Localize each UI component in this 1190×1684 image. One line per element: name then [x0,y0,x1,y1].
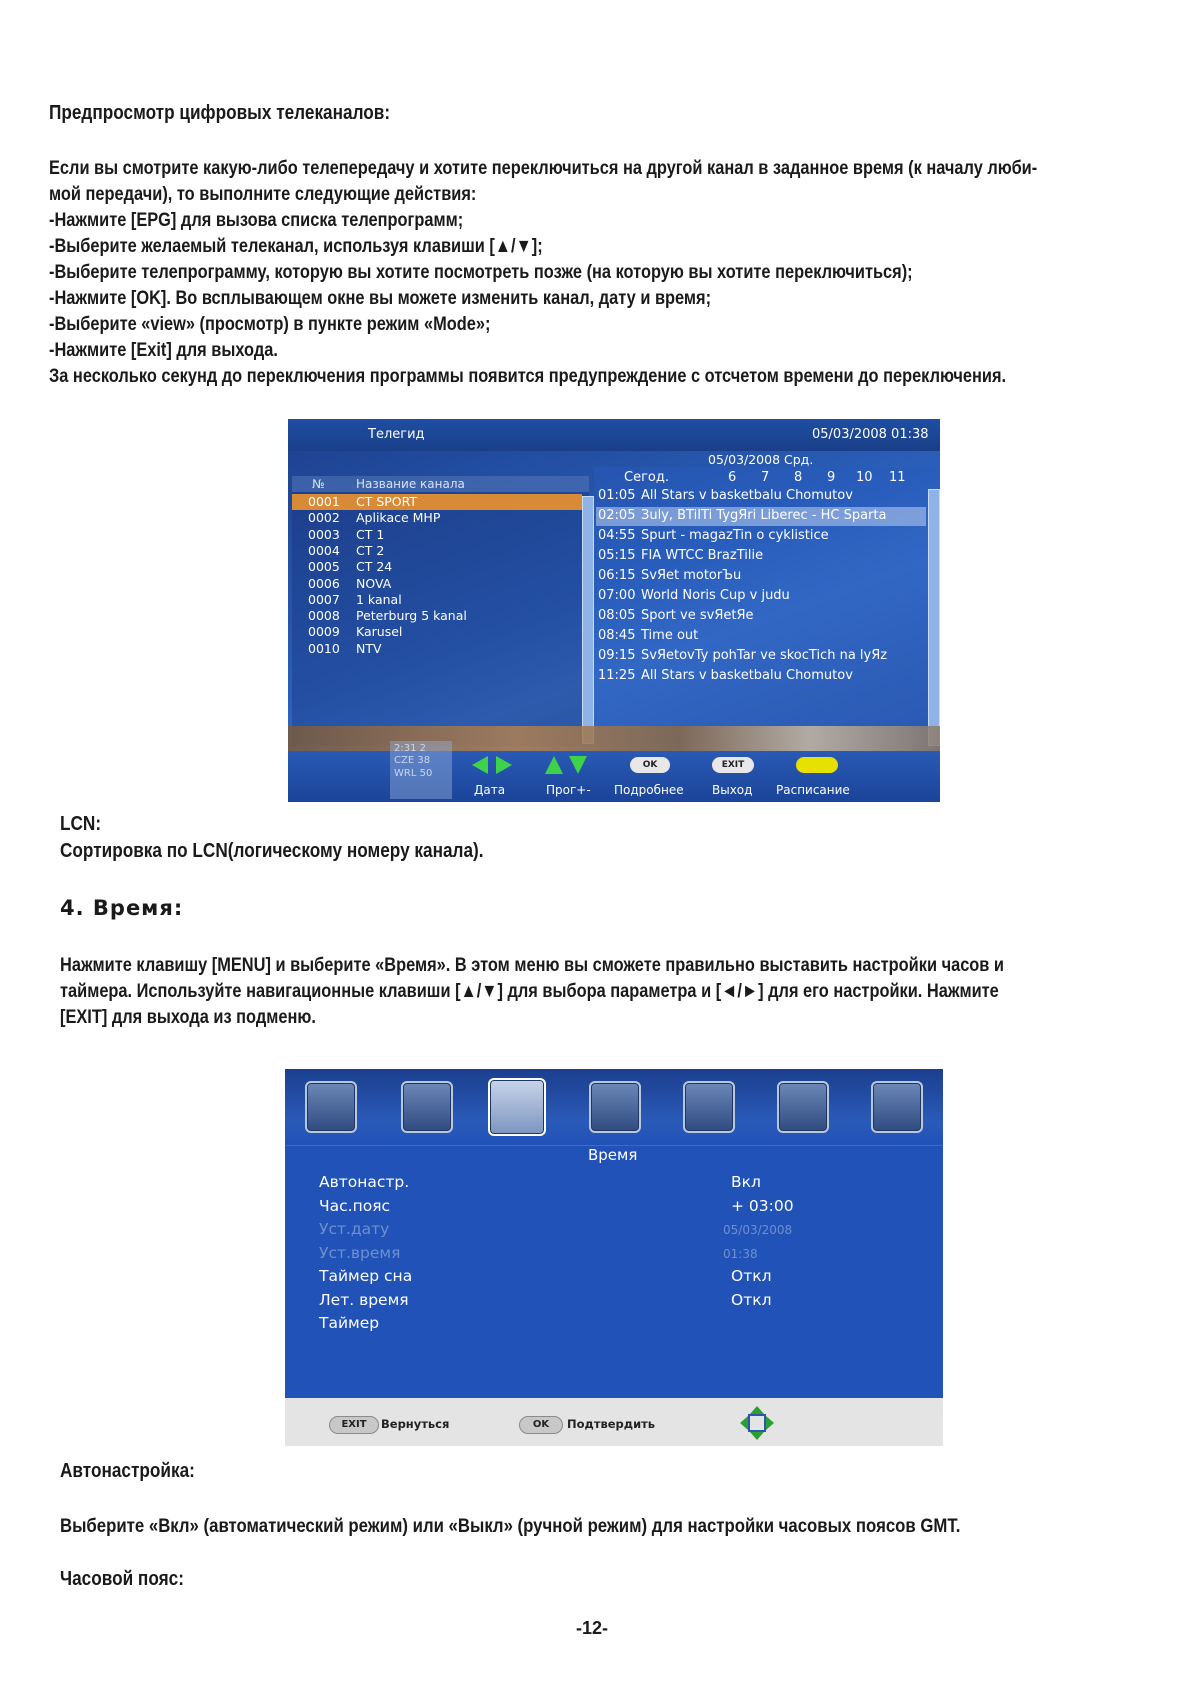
day-tab[interactable]: 10 [856,470,873,485]
score-line: 2:31 2 [394,743,426,754]
intro-paragraph [49,155,1037,389]
program-title: Зuly, BTiITi TygЯri Liberec - HC Sparta [641,508,887,523]
channel-number: 0001 [308,494,340,509]
time-setting-row [285,1244,943,1266]
program-row[interactable] [596,567,926,586]
hint-date-label: Дата [474,783,506,797]
lcn-text: Сортировка по LCN(логическому номеру канала). [60,840,484,862]
time-setting-row[interactable] [285,1267,943,1289]
epg-clock: 05/03/2008 01:38 [812,427,929,442]
section-heading-time: 4. Время: [60,896,184,920]
channel-row[interactable] [292,494,582,510]
program-row[interactable] [596,647,926,666]
time-setting-row[interactable] [285,1197,943,1219]
program-row[interactable] [596,527,926,546]
program-scrollbar[interactable] [928,489,940,746]
clock-menu-icon[interactable] [488,1078,546,1136]
hint-exit-label: Выход [712,783,753,797]
text-line: За несколько секунд до переключения программы появится предупреждение с отсчетом времени до переключения. [49,365,1007,387]
footer-confirm-label: Подтвердить [567,1417,656,1431]
program-time: 04:55 [598,528,636,543]
setting-value: Откл [731,1290,772,1309]
yellow-button[interactable] [796,757,838,773]
setting-label: Час.пояс [319,1196,391,1215]
program-row[interactable] [596,627,926,646]
autotune-text: Выберите «Вкл» (автоматический режим) или «Выкл» (ручной режим) для настройки часовых поясов GMT. [60,1515,961,1537]
setting-label: Уст.дату [319,1220,390,1238]
program-title: SvЯetovTy pohTar ve skocTich na lyЯz [641,648,888,663]
channel-name: Aplikace MHP [356,510,441,526]
program-time: 06:15 [598,568,636,583]
channel-row[interactable] [292,559,582,575]
section-heading-epg-preview: Предпросмотр цифровых телеканалов: [49,102,391,124]
time-menu-title: Время [588,1146,638,1164]
channel-row[interactable] [292,608,582,624]
setting-label: Уст.время [319,1243,401,1262]
text-line: [EXIT] для выхода из подменю. [60,1006,316,1028]
channel-number: 0003 [308,526,340,542]
channel-number: 0010 [308,640,340,656]
text-line: -Выберите желаемый телеканал, используя клавиши [▲/▼]; [49,235,543,257]
epg-day-tabs [618,470,940,486]
program-time: 08:45 [598,628,636,643]
program-title: All Stars v basketbalu Chomutov [641,668,853,683]
navigation-arrows-icon [739,1405,775,1441]
col-name-label: Название канала [356,477,465,491]
channel-row[interactable] [292,592,582,608]
program-row[interactable] [596,487,926,506]
text-line: Если вы смотрите какую-либо телепередачу и хотите переключиться на другой канал в заданное время (к началу люби- [49,157,1038,179]
menu-icons [285,1069,943,1144]
channel-scrollbar[interactable] [582,496,594,744]
program-row[interactable] [596,547,926,566]
channel-name: 1 kanal [356,591,402,607]
channel-row[interactable] [292,624,582,640]
lcn-heading: LCN: [60,813,102,835]
setting-label: Лет. время [319,1290,409,1309]
day-tab[interactable]: 7 [761,470,770,485]
channel-name: NTV [356,640,382,656]
up-down-arrows-icon [544,755,588,775]
channel-row[interactable] [292,576,582,592]
settings-menu-icon[interactable] [777,1081,829,1133]
setting-value: + 03:00 [731,1196,794,1215]
program-title: Spurt - magazTin o cyklistice [641,528,829,543]
program-time: 05:15 [598,548,636,563]
channel-name: CT 1 [356,526,385,542]
program-title: FIA WTCC BrazTilie [641,548,764,563]
text-line: -Нажмите [Exit] для выхода. [49,339,278,361]
media-menu-icon[interactable] [871,1081,923,1133]
ok-button[interactable]: OK [630,757,670,773]
score-line: CZE 38 [394,755,431,766]
text-line: Нажмите клавишу [MENU] и выберите «Время». В этом меню вы сможете правильно выставить настройки часов и [60,954,1005,976]
channel-menu-icon[interactable] [589,1081,641,1133]
text-line: таймера. Используйте навигационные клавиши [▲/▼] для выбора параметра и [◄/►] для его настройки. Нажмите [60,980,999,1002]
day-tab[interactable]: 9 [827,470,836,485]
epg-screenshot [288,419,940,802]
footer-exit-button[interactable]: EXIT [329,1416,379,1434]
time-section-paragraph [60,952,1004,1030]
program-time: 01:05 [598,488,636,503]
hint-details-label: Подробнее [614,783,684,797]
program-title: Time out [641,628,699,643]
program-row[interactable] [596,587,926,606]
program-time: 07:00 [598,588,636,603]
program-title: SvЯet motorЪu [641,568,742,583]
program-row[interactable] [596,607,926,626]
setting-label: Таймер [319,1314,380,1332]
setting-value: Вкл [731,1173,761,1191]
channel-number: 0004 [308,542,340,558]
channel-number: 0005 [308,559,340,575]
time-setting-row[interactable] [285,1314,943,1336]
setting-value: 05/03/2008 [723,1223,793,1237]
channel-number: 0006 [308,575,340,591]
program-time: 08:05 [598,608,636,623]
day-tab[interactable]: 11 [889,470,906,485]
channel-name: CT 24 [356,559,393,575]
channel-row[interactable] [292,543,582,559]
time-setting-row[interactable] [285,1291,943,1313]
col-number-label: № [312,477,325,491]
channel-list-header [292,476,589,492]
score-line: WRL 50 [394,768,433,779]
autotune-heading: Автонастройка: [60,1460,195,1482]
exit-button[interactable]: EXIT [712,757,754,773]
timezone-heading: Часовой пояс: [60,1568,184,1590]
page-number: -12- [576,1618,609,1638]
text-line: -Нажмите [OK]. Во всплывающем окне вы можете изменить канал, дату и время; [49,287,712,309]
hint-schedule-label: Расписание [776,783,850,797]
setting-label: Таймер сна [319,1267,413,1285]
left-right-arrows-icon [470,755,514,775]
channel-row[interactable] [292,641,582,657]
program-title: Sport ve svЯetЯe [641,608,754,623]
program-row[interactable] [596,507,926,526]
channel-row[interactable] [292,510,582,526]
hint-prog-label: Прог+- [546,783,591,797]
day-tab[interactable]: 6 [728,470,737,485]
program-time: 09:15 [598,648,636,663]
channel-name: Peterburg 5 kanal [356,608,467,624]
language-menu-icon[interactable] [683,1081,735,1133]
text-line: -Выберите «view» (просмотр) в пункте режим «Mode»; [49,313,491,335]
text-line: мой передачи), то выполните следующие действия: [49,183,477,205]
tv-menu-icon[interactable] [305,1081,357,1133]
footer-back-label: Вернуться [381,1417,450,1431]
channel-row[interactable] [292,527,582,543]
picture-menu-icon[interactable] [401,1081,453,1133]
channel-name: CT SPORT [356,494,418,509]
channel-number: 0008 [308,608,340,624]
channel-number: 0007 [308,591,340,607]
setting-value: Откл [731,1267,772,1285]
program-title: All Stars v basketbalu Chomutov [641,488,853,503]
day-tab[interactable]: Сегод. [624,470,669,485]
text-line: -Нажмите [EPG] для вызова списка телепрограмм; [49,209,464,231]
program-time: 11:25 [598,668,636,683]
setting-value: 01:38 [723,1246,758,1261]
day-tab[interactable]: 8 [794,470,803,485]
time-setting-row[interactable] [285,1173,943,1195]
program-title: World Noris Cup v judu [641,588,790,603]
footer-ok-button[interactable]: OK [519,1416,563,1434]
channel-name: Karusel [356,624,403,640]
time-menu-screenshot [285,1069,943,1446]
scoreboard-overlay [390,741,452,799]
epg-title: Телегид [368,427,425,442]
channel-number: 0009 [308,624,340,640]
setting-label: Автонастр. [319,1173,410,1191]
program-row[interactable] [596,667,926,686]
epg-date: 05/03/2008 Срд. [708,452,814,467]
channel-name: CT 2 [356,542,385,558]
program-time: 02:05 [598,508,636,523]
channel-number: 0002 [308,510,340,526]
channel-name: NOVA [356,575,392,591]
text-line: -Выберите телепрограмму, которую вы хотите посмотреть позже (на которую вы хотите переключиться); [49,261,913,283]
time-setting-row [285,1220,943,1242]
